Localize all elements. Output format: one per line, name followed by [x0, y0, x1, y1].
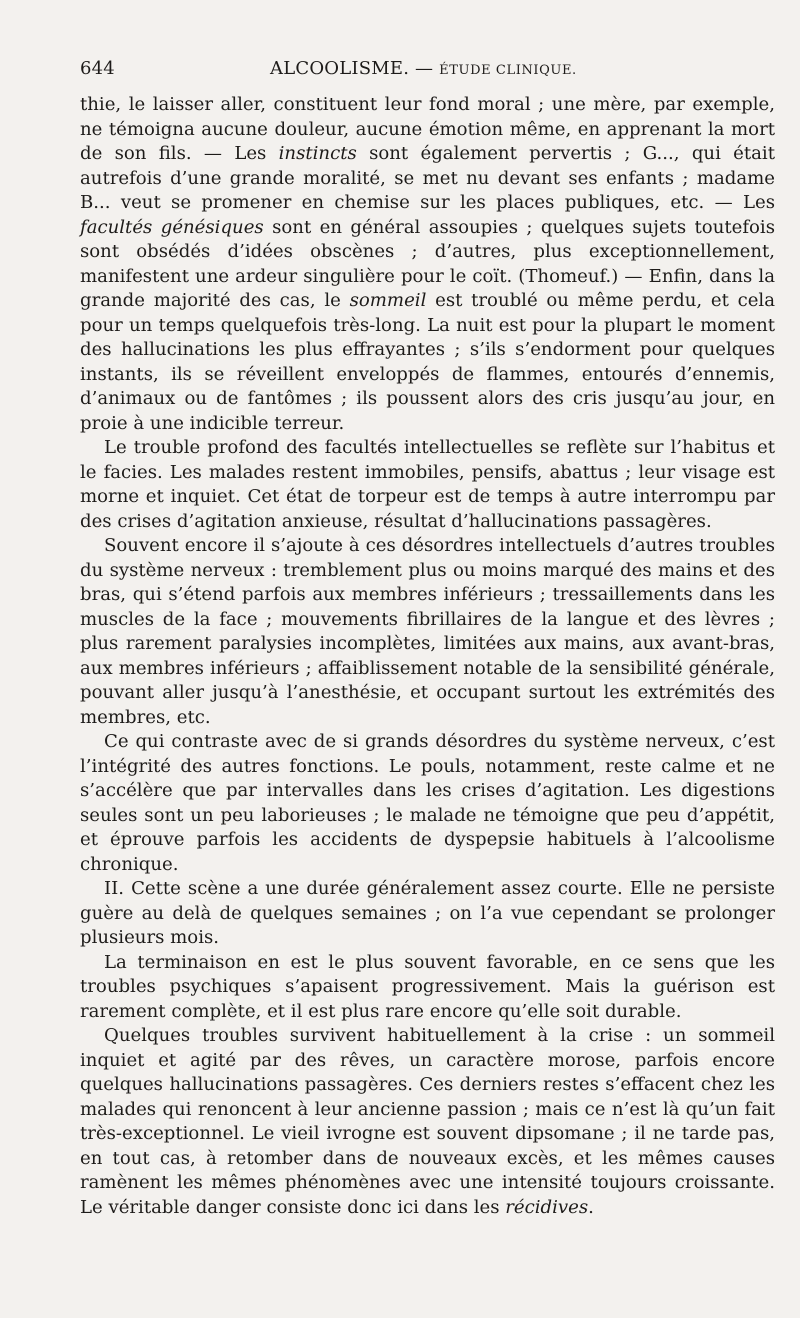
paragraph — [80, 951, 775, 1025]
italic-term: récidives — [505, 1196, 589, 1218]
text-run: Ce qui contraste avec de si grands désordres du système nerveux, c’est l’intégrité des autres fonctions. Le pouls, notamment, reste calme et ne s’accélère que par intervalles dans les crises d’agitation. Les digestions seules sont un peu laborieuses ; le malade ne témoigne que peu d’appétit, et éprouve parfois les accidents de dyspepsie habituels à l’alcoolisme chronique. — [80, 731, 775, 875]
italic-term: instincts — [278, 143, 357, 164]
text-run: thie, le laisser aller, constituent leur fond moral ; une mère, par exemple, ne témoigna aucune douleur, aucune émotion même, en apprenant la mort de son fils. — Les — [80, 94, 775, 164]
paragraph — [80, 877, 775, 951]
text-run: . — [588, 1196, 594, 1218]
running-head-main: ALCOOLISME. — [270, 58, 410, 79]
text-run: II. Cette scène a une durée généralement assez courte. Elle ne persiste guère au delà de quelques semaines ; on l’a vue cependant se prolonger plusieurs mois. — [80, 878, 775, 948]
body-text — [80, 93, 775, 1220]
text-run: Souvent encore il s’ajoute à ces désordres intellectuels d’autres troubles du système nerveux : tremblement plus ou moins marqué des mains et des bras, qui s’étend parfois aux membres inférieurs ; tressaillements dans les muscles de la face ; mouvements fibrillaires de la langue et des lèvres ; plus rarement paralysies incomplètes, limitées aux mains, aux avant-bras, aux membres inférieurs ; affaiblissement notable de la sensibilité générale, pouvant aller jusqu’à l’anesthésie, et occupant surtout les extrémités des membres, etc. — [80, 535, 775, 728]
italic-term: sommeil — [349, 290, 427, 311]
text-run: Le trouble profond des facultés intellectuelles se reflète sur l’habitus et le facies. Les malades restent immobiles, pensifs, abattus ; leur visage est morne et inquiet. Cet état de torpeur est de temps à autre interrompu par des crises d’agitation anxieuse, résultat d’hallucinations passagères. — [80, 437, 775, 532]
text-run: La terminaison en est le plus souvent favorable, en ce sens que les troubles psychiques s’apaisent progressivement. Mais la guérison est rarement complète, et il est plus rare encore qu’elle soit durable. — [80, 951, 775, 1022]
running-head — [80, 58, 775, 88]
italic-term: facultés génésiques — [80, 216, 264, 238]
running-head-dash: — — [415, 58, 434, 79]
text-run: sont en général assoupies ; quelques sujets toutefois sont obsédés d’idées obscènes ; d’autres, plus exceptionnellement, manifestent une ardeur singulière pour le coït. (Thomeuf.) — Enfin, dans la grande majorité des cas, le — [80, 216, 775, 311]
running-head-subtitle: ÉTUDE CLINIQUE. — [439, 63, 577, 78]
paragraph — [80, 436, 775, 534]
page-number: 644 — [80, 58, 115, 79]
paragraph — [80, 93, 775, 436]
paragraph — [80, 1024, 775, 1220]
text-run: est troublé ou même perdu, et cela pour un temps quelquefois très-long. La nuit est pour la plupart le moment des hallucinations les plus effrayantes ; s’ils s’endorment pour quelques instants, ils se réveillent enveloppés de flammes, entourés d’ennemis, d’animaux ou de fantômes ; ils poussent alors des cris jusqu’au jour, en proie à une indicible terreur. — [80, 290, 775, 434]
paragraph — [80, 730, 775, 877]
running-head-title — [270, 58, 577, 79]
text-run: Quelques troubles survivent habituellement à la crise : un sommeil inquiet et agité par des rêves, un caractère morose, parfois encore quelques hallucinations passagères. Ces derniers restes s’effacent chez les malades qui renoncent à leur ancienne passion ; mais ce n’est là qu’un fait très-exceptionnel. Le vieil ivrogne est souvent dipsomane ; il ne tarde pas, en tout cas, à retomber dans de nouveaux excès, et les mêmes causes ramènent les mêmes phénomènes avec une intensité toujours croissante. Le véritable danger consiste donc ici dans les — [80, 1025, 775, 1218]
paragraph — [80, 534, 775, 730]
text-run: sont également pervertis ; G..., qui était autrefois d’une grande moralité, se met nu devant ses enfants ; madame B... veut se promener en chemise sur les places publiques, etc. — Les — [80, 143, 775, 213]
